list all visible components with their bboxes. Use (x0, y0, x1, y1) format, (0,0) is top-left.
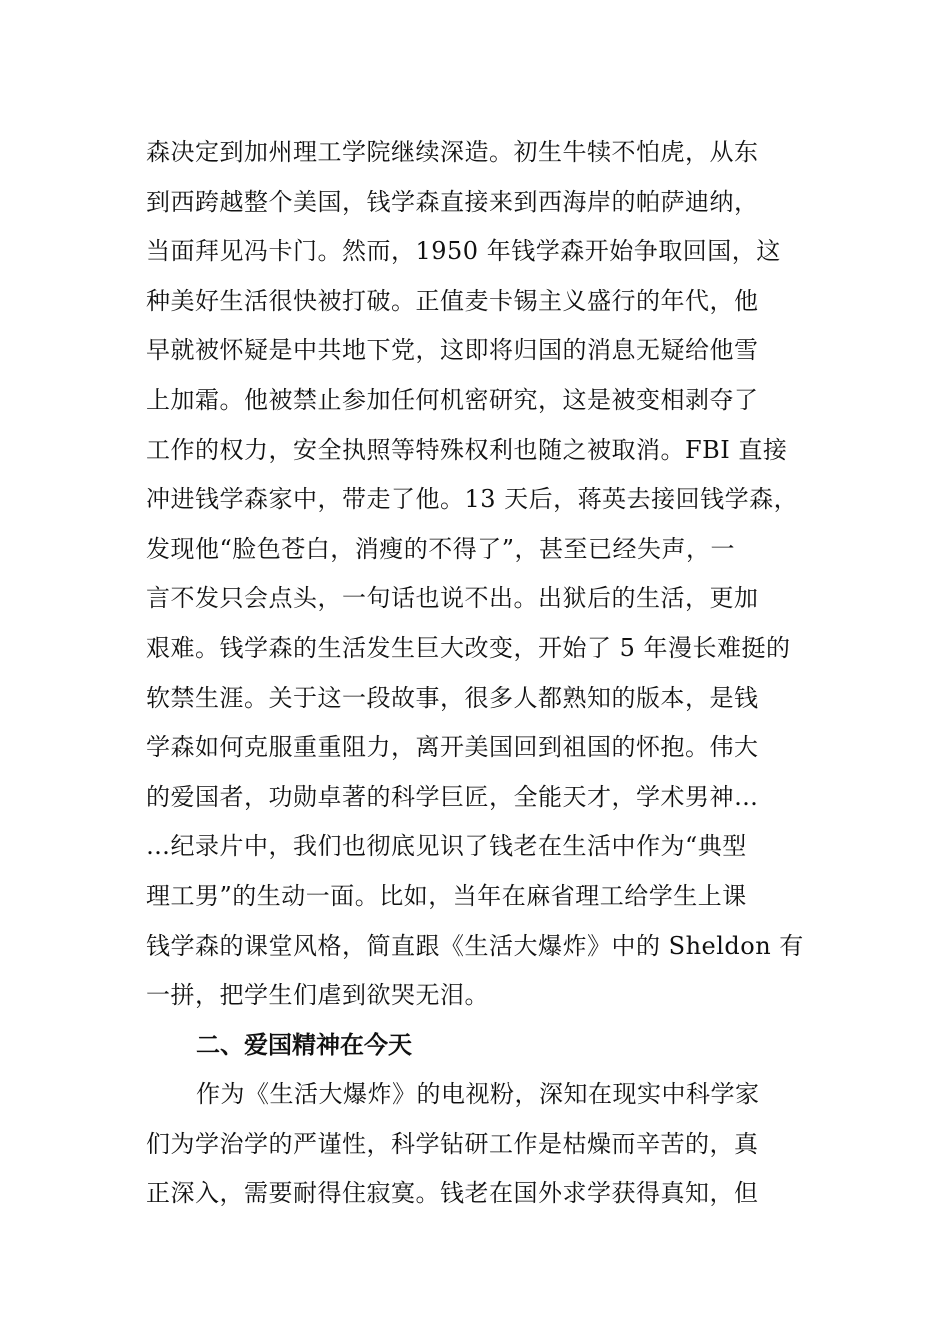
text-line: 到西跨越整个美国，钱学森直接来到西海岸的帕萨迪纳， (146, 187, 759, 216)
text-line: 种美好生活很快被打破。正值麦卡锡主义盛行的年代，他 (146, 286, 759, 315)
text-line: 一拼，把学生们虐到欲哭无泪。 (146, 981, 489, 1010)
text-line: 正深入，需要耐得住寂寞。钱老在国外求学获得真知，但 (146, 1179, 759, 1208)
text-line: 们为学治学的严谨性，科学钻研工作是枯燥而辛苦的，真 (146, 1129, 759, 1158)
text-line: 森决定到加州理工学院继续深造。初生牛犊不怕虎，从东 (146, 138, 759, 166)
text-line: 冲进钱学森家中，带走了他。13 天后，蒋英去接回钱学森， (146, 485, 799, 514)
section-heading: 二、爱国精神在今天 (196, 1030, 412, 1059)
text-line: 上加霜。他被禁止参加任何机密研究，这是被变相剥夺了 (146, 385, 759, 414)
text-line: 学森如何克服重重阻力，离开美国回到祖国的怀抱。伟大 (146, 733, 759, 762)
text-line: 早就被怀疑是中共地下党，这即将归国的消息无疑给他雪 (146, 336, 759, 365)
text-line: 理工男”的生动一面。比如，当年在麻省理工给学生上课 (146, 881, 747, 910)
text-line: 作为《生活大爆炸》的电视粉，深知在现实中科学家 (196, 1080, 760, 1109)
text-line: 当面拜见冯卡门。然而，1950 年钱学森开始争取回国，这 (146, 237, 781, 266)
text-line: 工作的权力，安全执照等特殊权利也随之被取消。FBI 直接 (146, 435, 788, 464)
text-line: …纪录片中，我们也彻底见识了钱老在生活中作为“典型 (146, 832, 747, 861)
text-line: 钱学森的课堂风格，简直跟《生活大爆炸》中的 Sheldon 有 (146, 931, 804, 960)
text-line: 艰难。钱学森的生活发生巨大改变，开始了 5 年漫长难挺的 (146, 633, 791, 662)
text-line: 发现他“脸色苍白，消瘦的不得了”，甚至已经失声，一 (146, 534, 736, 563)
body-text (146, 128, 826, 1219)
text-line: 的爱国者，功勋卓著的科学巨匠，全能天才，学术男神… (146, 782, 759, 811)
text-line: 软禁生涯。关于这一段故事，很多人都熟知的版本，是钱 (146, 683, 759, 712)
text-line: 言不发只会点头，一句话也说不出。出狱后的生活，更加 (146, 584, 759, 613)
